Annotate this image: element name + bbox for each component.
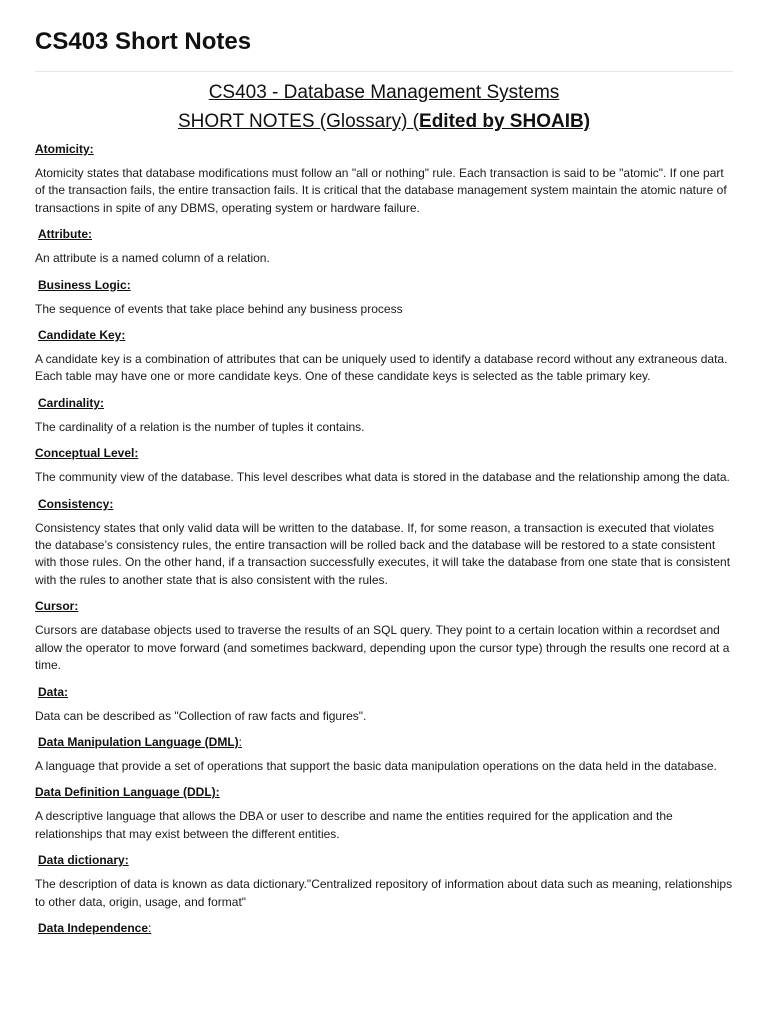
glossary-definition: The cardinality of a relation is the number of tuples it contains. bbox=[35, 419, 365, 434]
glossary-entry bbox=[35, 394, 733, 436]
glossary-entry bbox=[35, 326, 733, 386]
glossary-definition: The description of data is known as data dictionary."Centralized repository of information about data such as meaning, relationships to other data, origin, usage, and format" bbox=[35, 877, 733, 909]
glossary-definition: Data can be described as "Collection of raw facts and figures". bbox=[35, 708, 367, 723]
glossary-definition: A descriptive language that allows the DBA or user to describe and name the entities required for the application and the relationships that may exist between the different entities. bbox=[35, 809, 673, 841]
glossary-entries bbox=[35, 140, 733, 944]
glossary-term: Cursor: bbox=[35, 599, 79, 614]
glossary-entry bbox=[35, 444, 733, 486]
glossary-entry bbox=[35, 783, 733, 843]
glossary-term: Candidate Key: bbox=[38, 328, 126, 343]
glossary-term bbox=[38, 921, 151, 936]
glossary-term-text: Data Manipulation Language (DML) bbox=[38, 734, 239, 749]
glossary-term-suffix: : bbox=[238, 734, 243, 749]
glossary-definition: The community view of the database. This level describes what data is stored in the database and the relationship among the data. bbox=[35, 470, 730, 485]
glossary-entry bbox=[35, 276, 733, 318]
document-heading-line2 bbox=[178, 111, 590, 132]
glossary-entry bbox=[35, 225, 733, 267]
glossary-entry bbox=[35, 495, 733, 590]
document-heading-line2-underlined: SHORT NOTES (Glossary) ( bbox=[177, 111, 420, 132]
glossary-definition: A candidate key is a combination of attributes that can be uniquely used to identify a database record without any extraneous data. Each table may have one or more candidate keys. One of these candidate keys is selected as the table primary key. bbox=[35, 352, 728, 384]
glossary-definition: Cursors are database objects used to traverse the results of an SQL query. They point to a certain location within a recordset and allow the operator to move forward (and sometimes backward, depending upon the cursor type) through the results one record at a time. bbox=[35, 623, 730, 673]
glossary-term: Data Definition Language (DDL): bbox=[35, 785, 220, 800]
glossary-term: Atomicity: bbox=[35, 142, 94, 156]
document-heading-line1: CS403 - Database Management Systems bbox=[208, 82, 560, 103]
glossary-term bbox=[38, 735, 242, 750]
glossary-term: Business Logic: bbox=[38, 277, 131, 292]
glossary-definition: An attribute is a named column of a relation. bbox=[35, 251, 270, 266]
glossary-entry bbox=[35, 683, 733, 725]
glossary-term: Conceptual Level: bbox=[35, 446, 139, 461]
glossary-term: Attribute: bbox=[38, 227, 92, 242]
glossary-term-suffix: : bbox=[148, 920, 152, 935]
glossary-term: Cardinality: bbox=[38, 395, 105, 410]
glossary-entry bbox=[35, 851, 733, 911]
glossary-term: Data: bbox=[38, 684, 69, 699]
glossary-definition: The sequence of events that take place behind any business process bbox=[35, 301, 403, 316]
glossary-definition: Atomicity states that database modifications must follow an "all or nothing" rule. Each transaction is said to be "atomic". If one part of the transaction fails, the entire transaction fails. It is critical that the database management system maintain the atomic nature of transactions in spite of any DBMS, operating system or hardware failure. bbox=[35, 166, 727, 215]
glossary-entry bbox=[35, 733, 733, 775]
glossary-term: Data dictionary: bbox=[38, 853, 129, 868]
glossary-definition: Consistency states that only valid data will be written to the database. If, for some reason, a transaction is executed that violates the database’s consistency rules, the entire transaction will be rolled back and the database will be restored to a state consistent with those rules. On the other hand, if a transaction successfully executes, it will take the database from one state that is consistent with the rules to another state that is also consistent with the rules. bbox=[35, 520, 731, 587]
page-title: CS403 Short Notes bbox=[35, 28, 252, 55]
glossary-entry bbox=[35, 140, 733, 217]
glossary-term: Consistency: bbox=[38, 496, 114, 511]
glossary-entry bbox=[35, 919, 733, 944]
glossary-term-text: Data Independence bbox=[38, 920, 149, 935]
glossary-entry bbox=[35, 597, 733, 674]
document-heading bbox=[35, 72, 733, 136]
document-heading-line2-bold: Edited by SHOAIB) bbox=[419, 111, 591, 132]
glossary-definition: A language that provide a set of operations that support the basic data manipulation operations on the data held in the database. bbox=[35, 758, 717, 773]
